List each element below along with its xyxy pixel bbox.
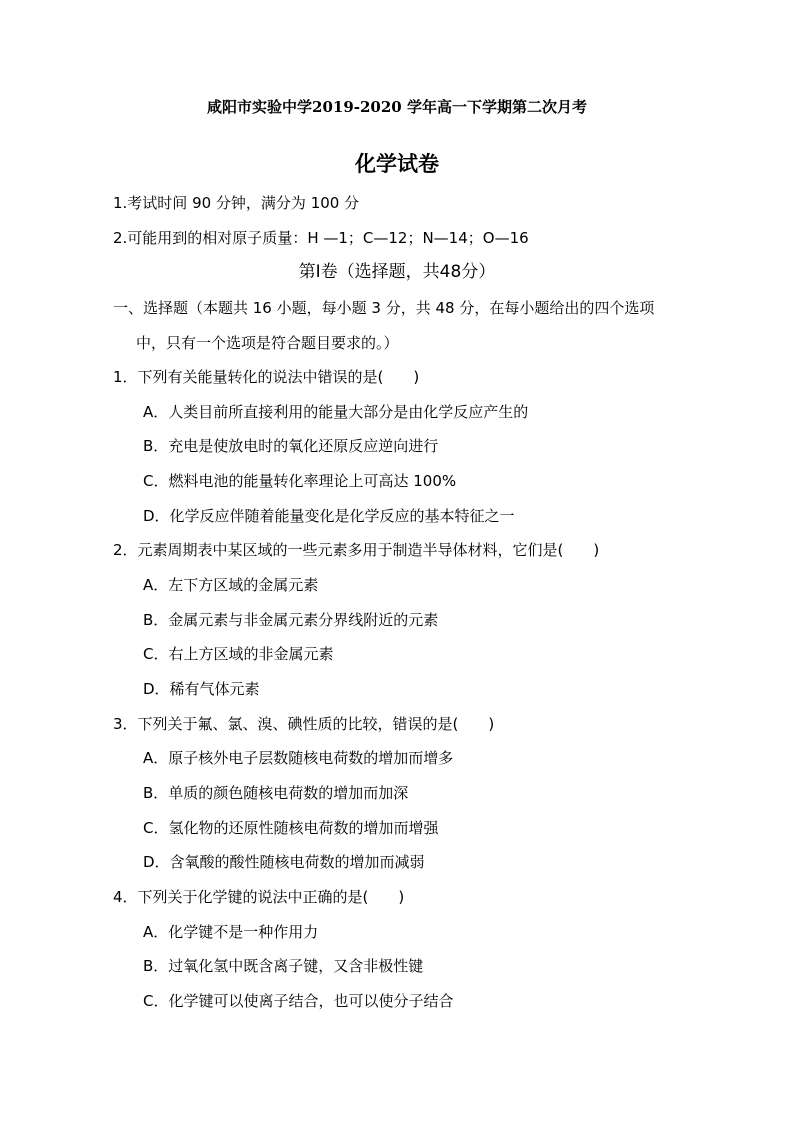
- question-option: C．燃料电池的能量转化率理论上可高达 100%: [143, 472, 457, 490]
- question-stem: 3．下列关于氟、氯、溴、碘性质的比较，错误的是( ): [113, 715, 495, 733]
- exam-title: 化学试卷: [355, 151, 439, 176]
- school-title: 咸阳市实验中学2019-2020 学年高一下学期第二次月考: [207, 98, 587, 116]
- question-option: A．左下方区域的金属元素: [143, 576, 319, 594]
- section-instructions-line-1: 一、选择题（本题共 16 小题，每小题 3 分，共 48 分，在每小题给出的四个选项: [113, 299, 655, 317]
- question-option: B．单质的颜色随核电荷数的增加而加深: [143, 784, 409, 802]
- section-instructions-line-2: 中，只有一个选项是符合题目要求的。）: [136, 334, 399, 352]
- question-option: C．化学键可以使离子结合，也可以使分子结合: [143, 992, 454, 1010]
- section-title: 第Ⅰ卷（选择题，共48分）: [298, 262, 496, 282]
- question-stem: 1．下列有关能量转化的说法中错误的是( ): [113, 368, 420, 386]
- question-option: D．稀有气体元素: [143, 680, 260, 698]
- question-option: D．化学反应伴随着能量变化是化学反应的基本特征之一: [143, 507, 515, 525]
- question-option: B．充电是使放电时的氧化还原反应逆向进行: [143, 437, 439, 455]
- question-option: A．人类目前所直接利用的能量大部分是由化学反应产生的: [143, 403, 529, 421]
- question-option: C．右上方区域的非金属元素: [143, 645, 334, 663]
- question-option: D．含氧酸的酸性随核电荷数的增加而减弱: [143, 853, 425, 871]
- question-option: B．金属元素与非金属元素分界线附近的元素: [143, 611, 439, 629]
- note-atomic-masses: 2.可能用到的相对原子质量：H —1；C—12；N—14；O—16: [113, 229, 529, 247]
- question-stem: 4．下列关于化学键的说法中正确的是( ): [113, 888, 405, 906]
- question-option: A．原子核外电子层数随核电荷数的增加而增多: [143, 749, 454, 767]
- question-option: A．化学键不是一种作用力: [143, 923, 319, 941]
- question-option: C．氢化物的还原性随核电荷数的增加而增强: [143, 819, 439, 837]
- question-stem: 2．元素周期表中某区域的一些元素多用于制造半导体材料，它们是( ): [113, 541, 600, 559]
- note-exam-time: 1.考试时间 90 分钟，满分为 100 分: [113, 194, 360, 212]
- question-option: B．过氧化氢中既含离子键，又含非极性键: [143, 957, 424, 975]
